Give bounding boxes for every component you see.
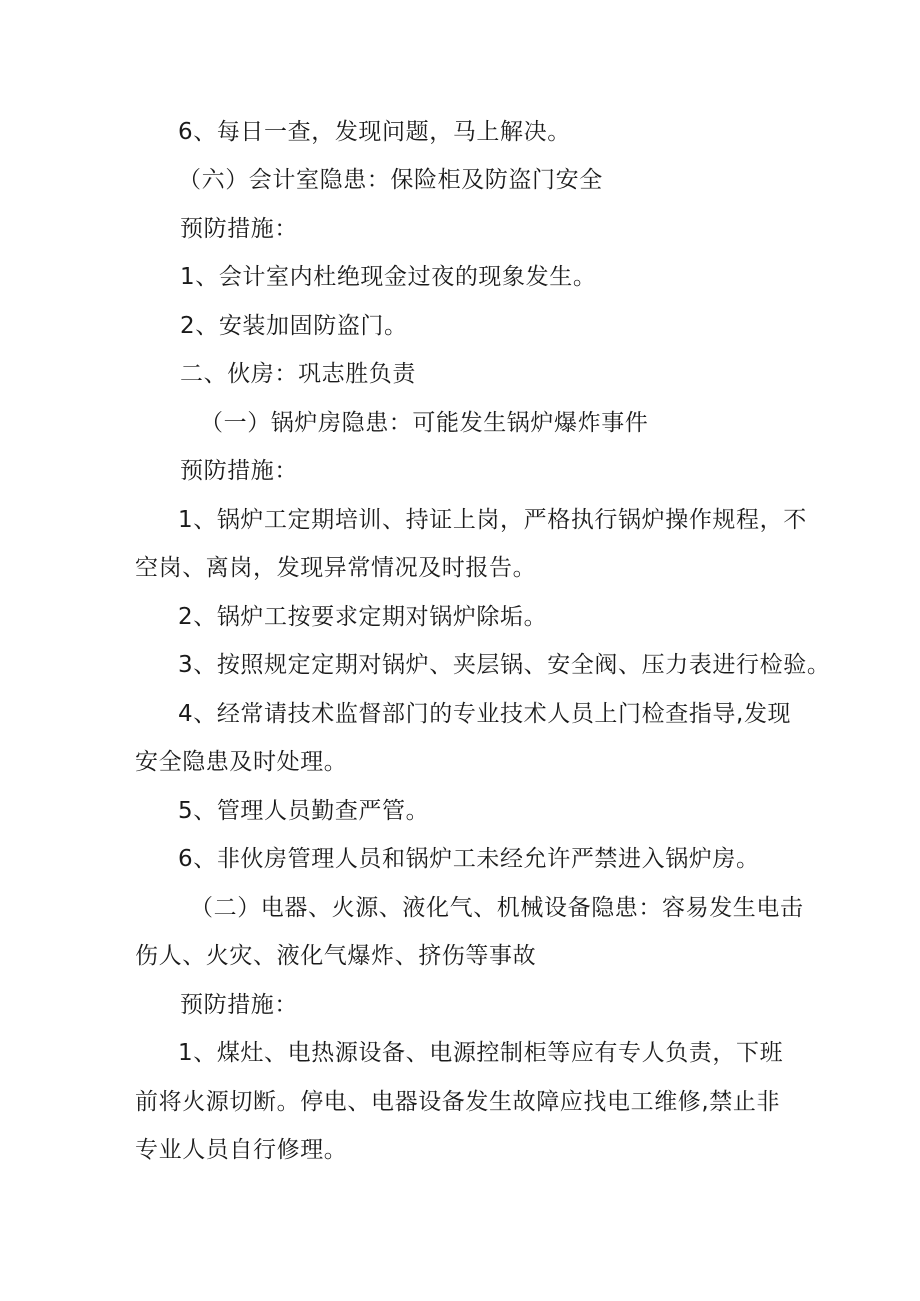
text-line: 1、锅炉工定期培训、持证上岗，严格执行锅炉操作规程，不	[178, 507, 807, 533]
section-heading: （二）电器、火源、液化气、机械设备隐患：容易发生电击	[190, 895, 804, 921]
text-line: 前将火源切断。停电、电器设备发生故障应找电工维修,禁止非	[135, 1089, 781, 1115]
text-line: 5、管理人员勤查严管。	[178, 798, 430, 824]
text-line: 4、经常请技术监督部门的专业技术人员上门检查指导,发现	[178, 701, 792, 727]
section-heading: （一）锅炉房隐患：可能发生锅炉爆炸事件	[200, 410, 649, 436]
text-line: 3、按照规定定期对锅炉、夹层锅、安全阀、压力表进行检验。	[178, 652, 831, 678]
text-line: 专业人员自行修理。	[135, 1137, 348, 1163]
text-line: 1、会计室内杜绝现金过夜的现象发生。	[180, 264, 597, 290]
text-line: 2、锅炉工按要求定期对锅炉除垢。	[178, 604, 548, 630]
text-line: 1、煤灶、电热源设备、电源控制柜等应有专人负责，下班	[178, 1040, 784, 1066]
section-heading: （六）会计室隐患：保险柜及防盗门安全	[178, 167, 603, 193]
text-line: 预防措施：	[180, 216, 298, 242]
text-line: 空岗、离岗，发现异常情况及时报告。	[135, 555, 537, 581]
section-heading: 二、伙房：巩志胜负责	[180, 361, 416, 387]
text-line: 预防措施：	[180, 458, 298, 484]
text-line: 6、每日一查，发现问题，马上解决。	[178, 119, 571, 145]
text-line: 2、安装加固防盗门。	[180, 313, 408, 339]
text-line: 伤人、火灾、液化气爆炸、挤伤等事故	[135, 943, 537, 969]
text-line: 预防措施：	[180, 992, 298, 1018]
text-line: 6、非伙房管理人员和锅炉工未经允许严禁进入锅炉房。	[178, 846, 760, 872]
text-line: 安全隐患及时处理。	[135, 749, 348, 775]
